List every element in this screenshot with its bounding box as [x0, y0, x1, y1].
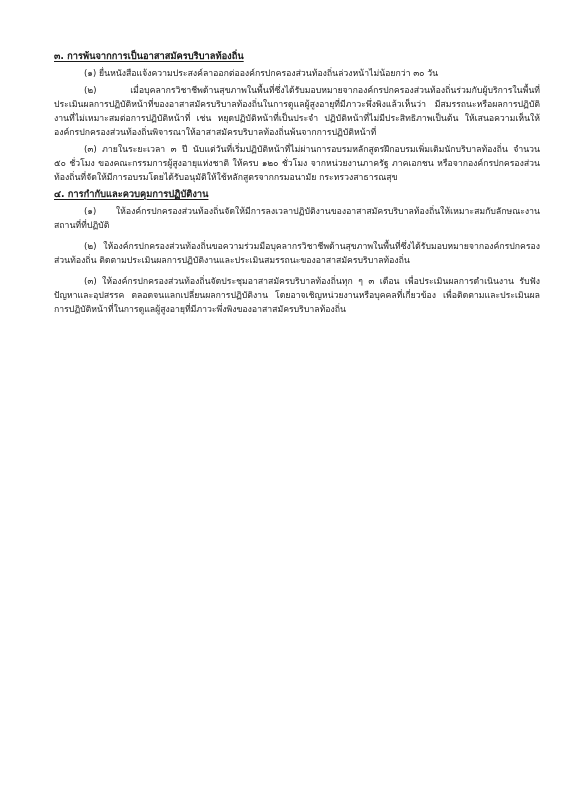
document-body	[54, 50, 540, 317]
paragraph-text: (๒) เมื่อบุคลากรวิชาชีพด้านสุขภาพในพื้นที่ซึ่งได้รับมอบหมายจากองค์กรปกครองส่วนท้องถิ่นร่วมกับผู้บริการในพื้นที่ ประเมินผลการปฏิบัติหน้าที่ของอาสาสมัครบริบาลท้องถิ่นในการดูแลผู้สูงอายุที่มีภาวะพึ่งพิงแล้วเห็นว่า มีสมรรถนะหรือผลการปฏิบัติงานที่ไม่เหมาะสมต่อการปฏิบัติหน้าที่ เช่น หยุดปฏิบัติหน้าที่เป็นประจำ ปฏิบัติหน้าที่ไม่มีประสิทธิภาพเป็นต้น ให้เสนอความเห็นให้องค์กรปกครองส่วนท้องถิ่นพิจารณาให้อาสาสมัครบริบาลท้องถิ่นพ้นจากการปฏิบัติหน้าที่	[54, 86, 540, 138]
paragraph-text: (๑) ยื่นหนังสือแจ้งความประสงค์ลาออกต่อองค์กรปกครองส่วนท้องถิ่นล่วงหน้าไม่น้อยกว่า ๓๐ วัน	[84, 69, 439, 79]
section-4-paragraph-1	[54, 205, 540, 233]
paragraph-text: (๒) ให้องค์กรปกครองส่วนท้องถิ่นขอความร่วมมือบุคลากรวิชาชีพด้านสุขภาพในพื้นที่ซึ่งได้รับมอบหมายจากองค์กรปกครองส่วนท้องถิ่น ติดตามประเมินผลการปฏิบัติงานและประเมินสมรรถนะของอาสาสมัครบริบาลท้องถิ่น	[54, 242, 540, 266]
section-4-paragraph-2	[54, 240, 540, 268]
section-3-paragraph-3	[54, 143, 540, 185]
paragraph-text: (๑) ให้องค์กรปกครองส่วนท้องถิ่นจัดให้มีการลงเวลาปฏิบัติงานของอาสาสมัครบริบาลท้องถิ่นให้เหมาะสมกับลักษณะงาน สถานที่ที่ปฏิบัติ	[54, 207, 540, 231]
section-3-paragraph-1	[54, 67, 540, 81]
paragraph-text: (๓) ภายในระยะเวลา ๓ ปี นับแต่วันที่เริ่มปฏิบัติหน้าที่ไม่ผ่านการอบรมหลักสูตรฝึกอบรมเพิ่มเติมนักบริบาลท้องถิ่น จำนวน ๕๐ ชั่วโมง ของคณะกรรมการผู้สูงอายุแห่งชาติ ให้ครบ ๑๒๐ ชั่วโมง จากหน่วยงานภาครัฐ ภาคเอกชน หรือจากองค์กรปกครองส่วนท้องถิ่นที่จัดให้มีการอบรมโดยได้รับอนุมัติให้ใช้หลักสูตรจากกรมอนามัย กระทรวงสาธารณสุข	[54, 145, 540, 183]
section-3-heading: ๓. การพ้นจากการเป็นอาสาสมัครบริบาลท้องถิ่น	[54, 51, 244, 62]
section-4-heading: ๔. การกำกับและควบคุมการปฏิบัติงาน	[54, 189, 209, 200]
section-3-paragraph-2	[54, 84, 540, 140]
paragraph-text: (๓) ให้องค์กรปกครองส่วนท้องถิ่นจัดประชุมอาสาสมัครบริบาลท้องถิ่นทุก ๆ ๓ เดือน เพื่อประเมินผลการดำเนินงาน รับฟังปัญหาและอุปสรรค ตลอดจนแลกเปลี่ยนผลการปฏิบัติงาน โดยอาจเชิญหน่วยงานหรือบุคคลที่เกี่ยวข้อง เพื่อติดตามและประเมินผลการปฏิบัติหน้าที่ในการดูแลผู้สูงอายุที่มีภาวะพึ่งพิงของอาสาสมัครบริบาลท้องถิ่น	[54, 277, 540, 315]
section-4-paragraph-3	[54, 275, 540, 317]
